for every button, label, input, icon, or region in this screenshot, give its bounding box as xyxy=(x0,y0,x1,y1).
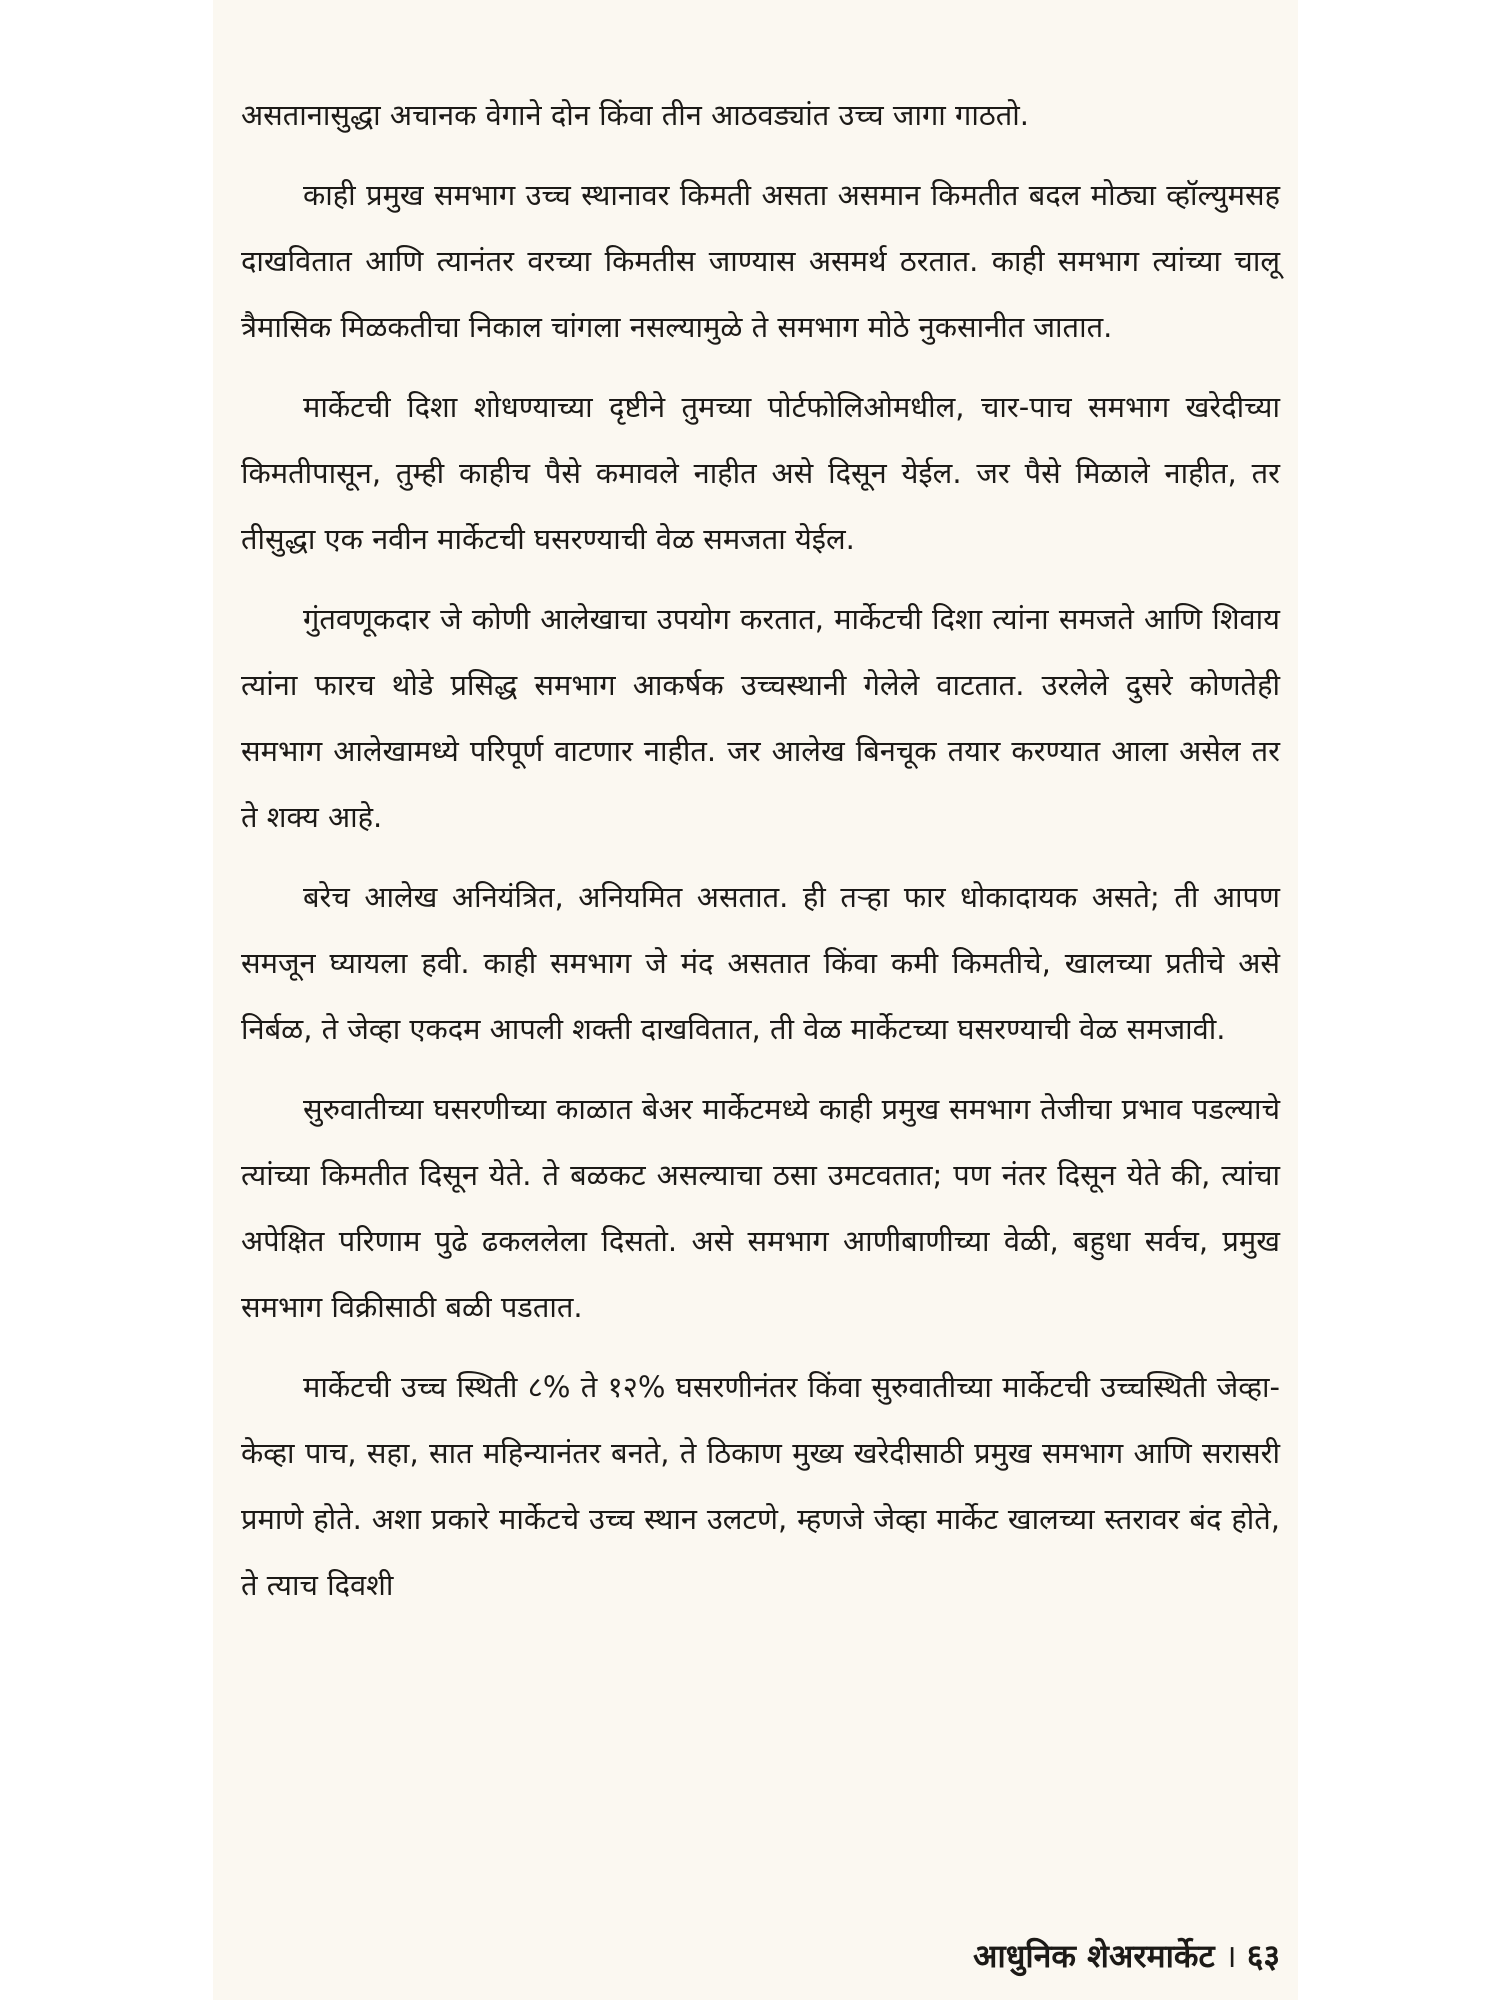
page-number: ६३ xyxy=(1246,1937,1280,1975)
book-title: आधुनिक शेअरमार्केट xyxy=(973,1937,1215,1975)
paragraph: मार्केटची उच्च स्थिती ८% ते १२% घसरणीनंतर किंवा सुरुवातीच्या मार्केटची उच्चस्थिती जेव्हा-केव्हा पाच, सहा, सात महिन्यानंतर बनते, ते ठिकाण मुख्य खरेदीसाठी प्रमुख समभाग आणि सरासरी प्रमाणे होते. अशा प्रकारे मार्केटचे उच्च स्थान उलटणे, म्हणजे जेव्हा मार्केट खालच्या स्तरावर बंद होते, ते त्याच दिवशी xyxy=(241,1370,1280,1602)
paragraph-continuation: असतानासुद्धा अचानक वेगाने दोन किंवा तीन आठवड्यांत उच्च जागा गाठतो. xyxy=(241,98,1029,132)
page-footer xyxy=(973,1934,1280,1978)
footer-separator: । xyxy=(1224,1937,1237,1975)
paragraph: काही प्रमुख समभाग उच्च स्थानावर किमती असता असमान किमतीत बदल मोठ्या व्हॉल्युमसह दाखवितात आणि त्यानंतर वरच्या किमतीस जाण्यास असमर्थ ठरतात. काही समभाग त्यांच्या चालू त्रैमासिक मिळकतीचा निकाल चांगला नसल्यामुळे ते समभाग मोठे नुकसानीत जातात. xyxy=(241,178,1280,344)
paragraph: बरेच आलेख अनियंत्रित, अनियमित असतात. ही तऱ्हा फार धोकादायक असते; ती आपण समजून घ्यायला हवी. काही समभाग जे मंद असतात किंवा कमी किमतीचे, खालच्या प्रतीचे असे निर्बळ, ते जेव्हा एकदम आपली शक्ती दाखवितात, ती वेळ मार्केटच्या घसरण्याची वेळ समजावी. xyxy=(241,880,1280,1046)
paragraph: गुंतवणूकदार जे कोणी आलेखाचा उपयोग करतात, मार्केटची दिशा त्यांना समजते आणि शिवाय त्यांना फारच थोडे प्रसिद्ध समभाग आकर्षक उच्चस्थानी गेलेले वाटतात. उरलेले दुसरे कोणतेही समभाग आलेखामध्ये परिपूर्ण वाटणार नाहीत. जर आलेख बिनचूक तयार करण्यात आला असेल तर ते शक्य आहे. xyxy=(241,602,1281,834)
page-body xyxy=(241,82,1280,1618)
paragraph: मार्केटची दिशा शोधण्याच्या दृष्टीने तुमच्या पोर्टफोलिओमधील, चार-पाच समभाग खरेदीच्या किमतीपासून, तुम्ही काहीच पैसे कमावले नाहीत असे दिसून येईल. जर पैसे मिळाले नाहीत, तर तीसुद्धा एक नवीन मार्केटची घसरण्याची वेळ समजता येईल. xyxy=(241,390,1280,556)
book-page xyxy=(213,0,1298,2000)
paragraph: सुरुवातीच्या घसरणीच्या काळात बेअर मार्केटमध्ये काही प्रमुख समभाग तेजीचा प्रभाव पडल्याचे त्यांच्या किमतीत दिसून येते. ते बळकट असल्याचा ठसा उमटवतात; पण नंतर दिसून येते की, त्यांचा अपेक्षित परिणाम पुढे ढकललेला दिसतो. असे समभाग आणीबाणीच्या वेळी, बहुधा सर्वच, प्रमुख समभाग विक्रीसाठी बळी पडतात. xyxy=(241,1092,1280,1324)
